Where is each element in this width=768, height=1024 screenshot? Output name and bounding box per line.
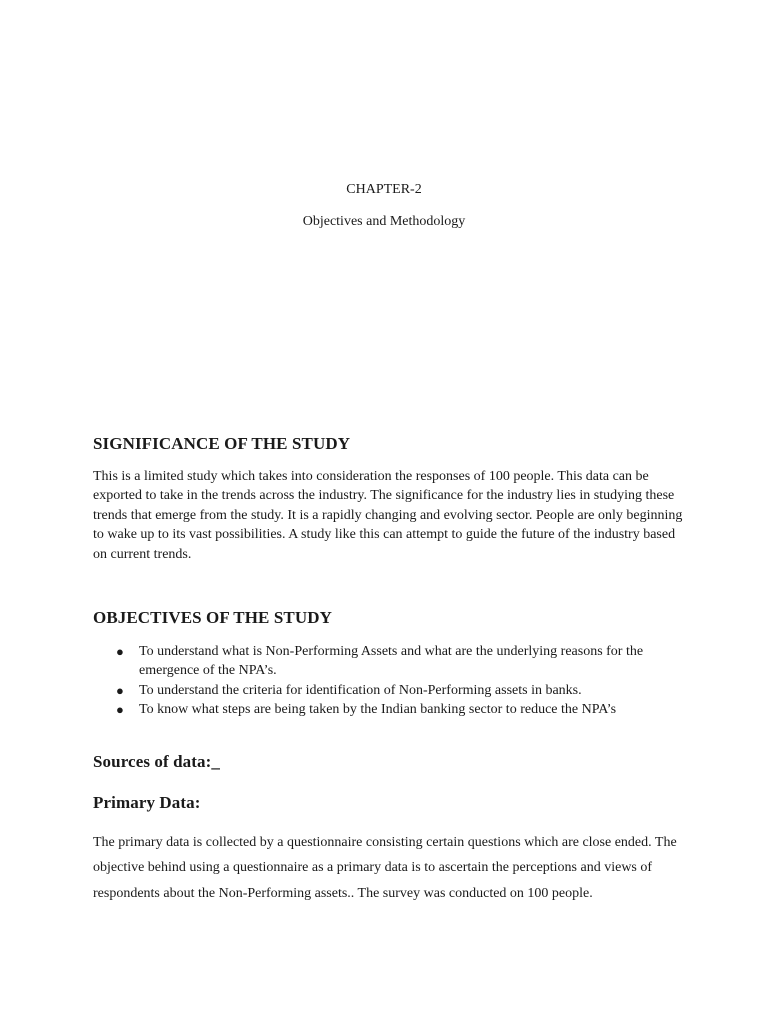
objectives-list	[93, 642, 683, 720]
significance-heading: SIGNIFICANCE OF THE STUDY	[93, 434, 351, 453]
bullet-icon: ●	[116, 682, 124, 698]
list-item-text: To understand the criteria for identification of Non-Performing assets in banks.	[139, 682, 582, 698]
primary-data-paragraph: The primary data is collected by a questionnaire consisting certain questions which are close ended. The objective behind using a questionnaire as a primary data is to ascertain the perceptions and views of respondents about the Non-Performing assets.. The survey was conducted on 100 people.	[93, 835, 677, 901]
objectives-heading: OBJECTIVES OF THE STUDY	[93, 608, 332, 627]
list-item	[93, 681, 683, 700]
list-item	[93, 700, 683, 719]
significance-paragraph: This is a limited study which takes into consideration the responses of 100 people. This data can be exported to take in the trends across the industry. The significance for the industry lies in studying these trends that emerge from the study. It is a rapidly changing and evolving sector. People are only beginning to wake up to its vast possibilities. A study like this can attempt to guide the future of the industry based on current trends.	[93, 469, 683, 562]
chapter-title: Objectives and Methodology	[302, 214, 466, 229]
list-item	[93, 642, 683, 681]
list-item-text: To know what steps are being taken by the Indian banking sector to reduce the NPA’s	[139, 702, 617, 718]
bullet-icon: ●	[116, 644, 124, 659]
chapter-label: CHAPTER-2	[346, 182, 422, 197]
list-item-text: To understand what is Non-Performing Assets and what are the underlying reasons for the emergence of the NPA’s.	[139, 644, 644, 679]
primary-data-heading: Primary Data:	[93, 793, 201, 812]
sources-heading: Sources of data:_	[93, 752, 220, 771]
bullet-icon: ●	[116, 702, 124, 718]
